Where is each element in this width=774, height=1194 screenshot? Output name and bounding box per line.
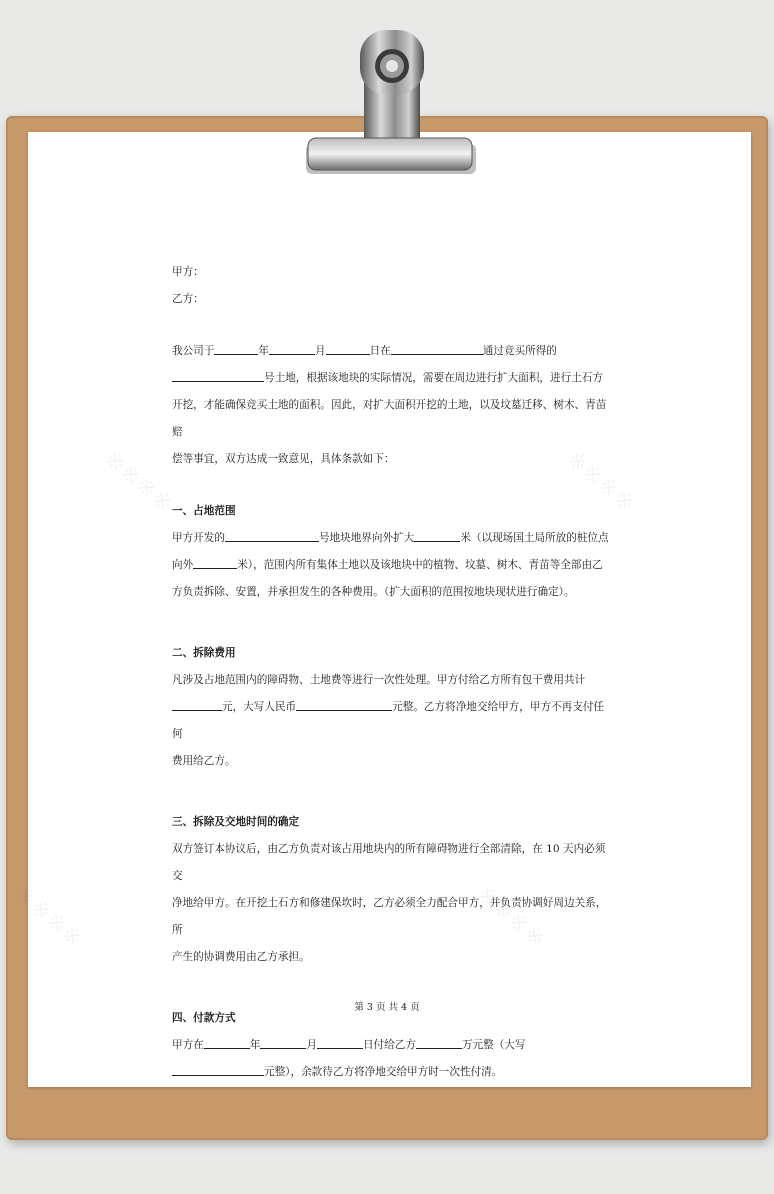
intro-paragraph: 我公司于 年 月 日在 通过竞买所得的 [172, 338, 612, 365]
section-1-text: 甲方开发的 号地块地界向外扩大 米（以现场国土局所放的桩位点 [172, 525, 612, 552]
party-a-line: 甲方： [172, 266, 204, 278]
watermark: ※※※※ [9, 881, 89, 954]
binder-clip-icon [296, 22, 486, 180]
section-2-text: 凡涉及占地范围内的障碍物、土地费等进行一次性处理。甲方付给乙方所有包干费用共计 [172, 674, 586, 686]
section-3-text: 双方签订本协议后，由乙方负责对该占用地块内的所有障碍物进行全部清除，在 10 天内必须交 [172, 843, 606, 882]
party-b-line: 乙方： [172, 293, 204, 305]
watermark: ※※※※ [471, 881, 551, 954]
page-number: 第 3 页 共 4 页 [354, 1002, 420, 1013]
section-2-heading: 二、拆除费用 [172, 647, 236, 659]
section-4-heading: 四、付款方式 [172, 1012, 236, 1024]
watermark: ※※※※ [561, 446, 641, 519]
section-1-heading: 一、占地范围 [172, 505, 236, 517]
document-body: 甲方： 乙方： 我公司于 年 月 日在 通过竞买所得的 号土地，根据该地块的实际情况，需要在周边进行扩大面积，进行土石方 开挖，才能确保竞买土地的面积。因此，对扩大面积开挖的土地，以及坟墓迁移、树木、青苗赔 偿等事宜，双方达成一致意见，具体条款如下： 一、占地范围 甲方开发的 号地块地界向外扩大 米（以现场国土局所放的桩位点 向外 米），范围内所有集体土地以及该地块中的植物、坟墓、树木、青苗等全部由乙 方负责拆除、安置，并承担发生的各种费用。（扩大面积的范围按地块现状进行确定）。 二、拆除费用 凡涉及占地范围内的障碍物、土地费等进行一次性处理。甲方付给乙方所有包干费用共计 元，大写人民币 元整。乙方将净地交给甲方，甲方不再支付任何 费用给乙方。 三、拆除及交地时间的确定 双方签订本协议后，由乙方负责对该占用地块内的所有障碍物进行全部清除，在 10 天内必须交 净地给甲方。在开挖土石方和修建保坎时，乙方必须全力配合甲方，并负责协调好周边关系，所 产生的协调费用由乙方承担。 四、付款方式 甲方在 年 月 日付给乙方 万元整（大写 元整），余款待乙方将净地交给甲方时一次性付清。 [172, 259, 612, 1086]
section-3-heading: 三、拆除及交地时间的确定 [172, 816, 300, 828]
watermark: ※※※※ [99, 446, 179, 519]
section-4-text: 甲方在 年 月 日付给乙方 万元整（大写 [172, 1032, 612, 1059]
